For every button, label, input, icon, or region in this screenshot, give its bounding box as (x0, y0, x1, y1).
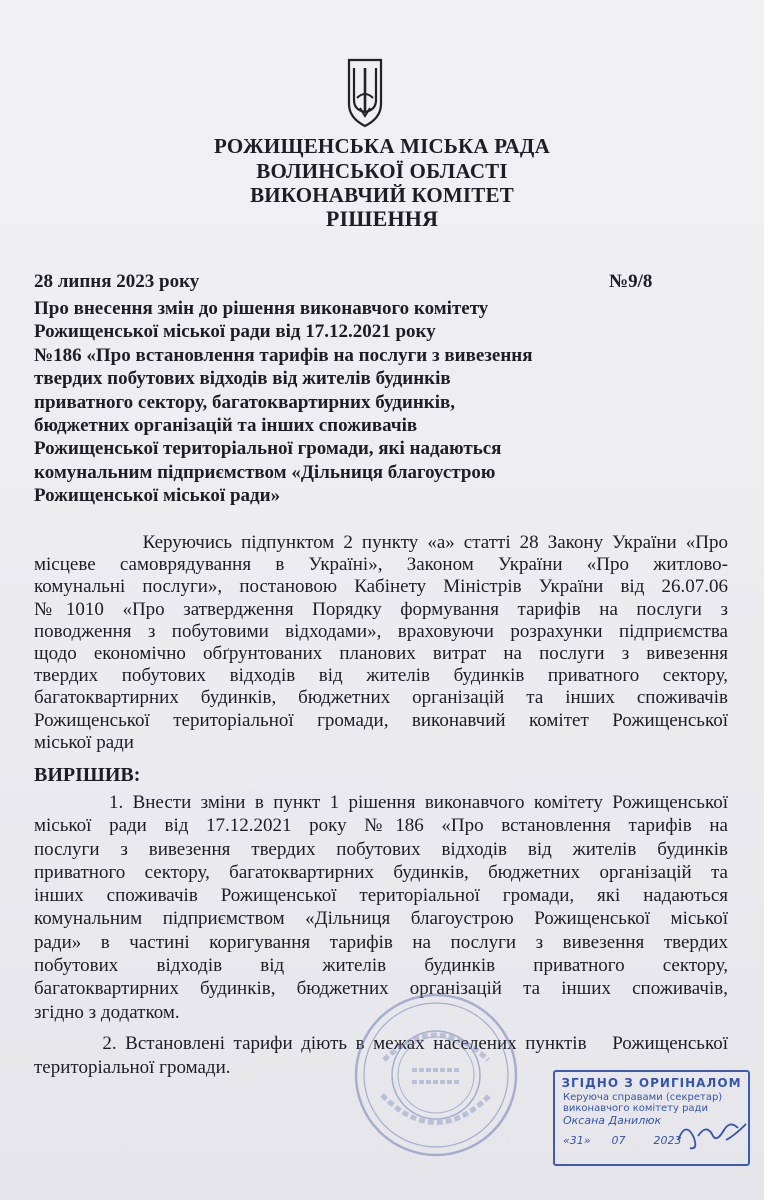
decision-date: 28 липня 2023 року (34, 271, 200, 292)
preamble-line: міської ради (34, 731, 134, 753)
preamble-line: багатоквартирних будинків, бюджетних організацій та інших споживачів (34, 687, 728, 709)
item-line: територіальної громади. (34, 1057, 231, 1078)
preamble-line: Рожищенської територіальної громади, виконавчий комітет Рожищенської (34, 709, 728, 731)
subject-line: твердих побутових відходів від жителів будинків (34, 368, 451, 390)
preamble-line: комунальні послуги», постановою Кабінету Міністрів України від 26.07.06 (34, 576, 728, 598)
document-type-title: РІШЕННЯ (325, 206, 439, 231)
preamble-line: щодо економічно обґрунтованих планових витрат на послуги з вивезення (34, 643, 728, 665)
stamp-position-2: виконавчого комітету ради (563, 1103, 708, 1114)
item-line: багатоквартирних будинків, бюджетних організацій та інших споживачів, (34, 978, 728, 1000)
item-line: 2. Встановлені тарифи діють в межах населених пунктів Рожищенської (34, 1033, 728, 1054)
stamp-date: «31» 07 2023 (563, 1134, 682, 1147)
subject-line: Рожищенської міської ради» (34, 485, 281, 507)
subject-line: комунальним підприємством «Дільниця благоустрою (34, 461, 496, 483)
item-line: послуги з вивезення твердих побутових відходів від жителів будинків (34, 838, 728, 860)
subject-line: Про внесення змін до рішення виконавчого комітету (34, 298, 489, 319)
region-name: ВОЛИНСЬКОЇ ОБЛАСТІ (256, 159, 508, 183)
stamp-name: Оксана Данилюк (563, 1114, 662, 1127)
item-line: комунальним підприємством «Дільниця благоустрою Рожищенської міської (34, 908, 728, 930)
preamble-line: Керуючись підпунктом 2 пункту «а» статті 28 Закону України «Про (34, 532, 728, 553)
resolved-heading: ВИРІШИВ: (34, 764, 141, 786)
preamble-line: поводження з побутовими відходами», враховуючи розрахунки підприємства (34, 620, 728, 642)
item-line: міської ради від 17.12.2021 року №186 «Про встановлення тарифів на (34, 815, 728, 837)
subject-line: №186 «Про встановлення тарифів на послуги з вивезення (34, 344, 533, 366)
trident-emblem-icon (343, 54, 387, 130)
committee-name: ВИКОНАВЧИЙ КОМІТЕТ (250, 183, 514, 207)
official-seal-icon (352, 990, 520, 1160)
decision-subject (34, 297, 594, 508)
stamp-position: Керуюча справами (секретар) (563, 1092, 723, 1103)
item-line: інших споживачів Рожищенської територіальної громади, які надаються (34, 885, 728, 907)
preamble-line: місцеве самоврядування в Україні», Законом України «Про житлово- (34, 554, 728, 576)
preamble-line: твердих побутових відходів від жителів будинків приватного сектору, (34, 665, 728, 687)
subject-line: бюджетних організацій та інших споживачів (34, 415, 418, 437)
decision-number: №9/8 (609, 271, 653, 292)
preamble-line: №1010 «Про затвердження Порядку формування тарифів на послуги з (34, 598, 728, 620)
preamble-paragraph (34, 532, 728, 754)
subject-line: Рожищенської територіальної громади, які надаються (34, 438, 502, 460)
subject-line: приватного сектору, багатоквартирних будинків, (34, 391, 456, 413)
item-line: побутових відходів від жителів будинків приватного сектору, (34, 955, 728, 977)
item-line: згідно з додатком. (34, 1001, 180, 1023)
item-line: ради» в частині коригування тарифів на послуги з вивезення твердих (34, 931, 728, 953)
handwritten-signature-icon (672, 1110, 752, 1166)
stamp-title: ЗГІДНО З ОРИГІНАЛОМ (561, 1076, 742, 1090)
item-line: приватного сектору, багатоквартирних будинків, бюджетних організацій та (34, 861, 728, 883)
subject-line: Рожищенської міської ради від 17.12.2021 року (34, 321, 436, 343)
item-line: 1. Внести зміни в пункт 1 рішення виконавчого комітету Рожищенської (34, 792, 728, 813)
council-name: РОЖИЩЕНСЬКА МІСЬКА РАДА (214, 134, 550, 158)
